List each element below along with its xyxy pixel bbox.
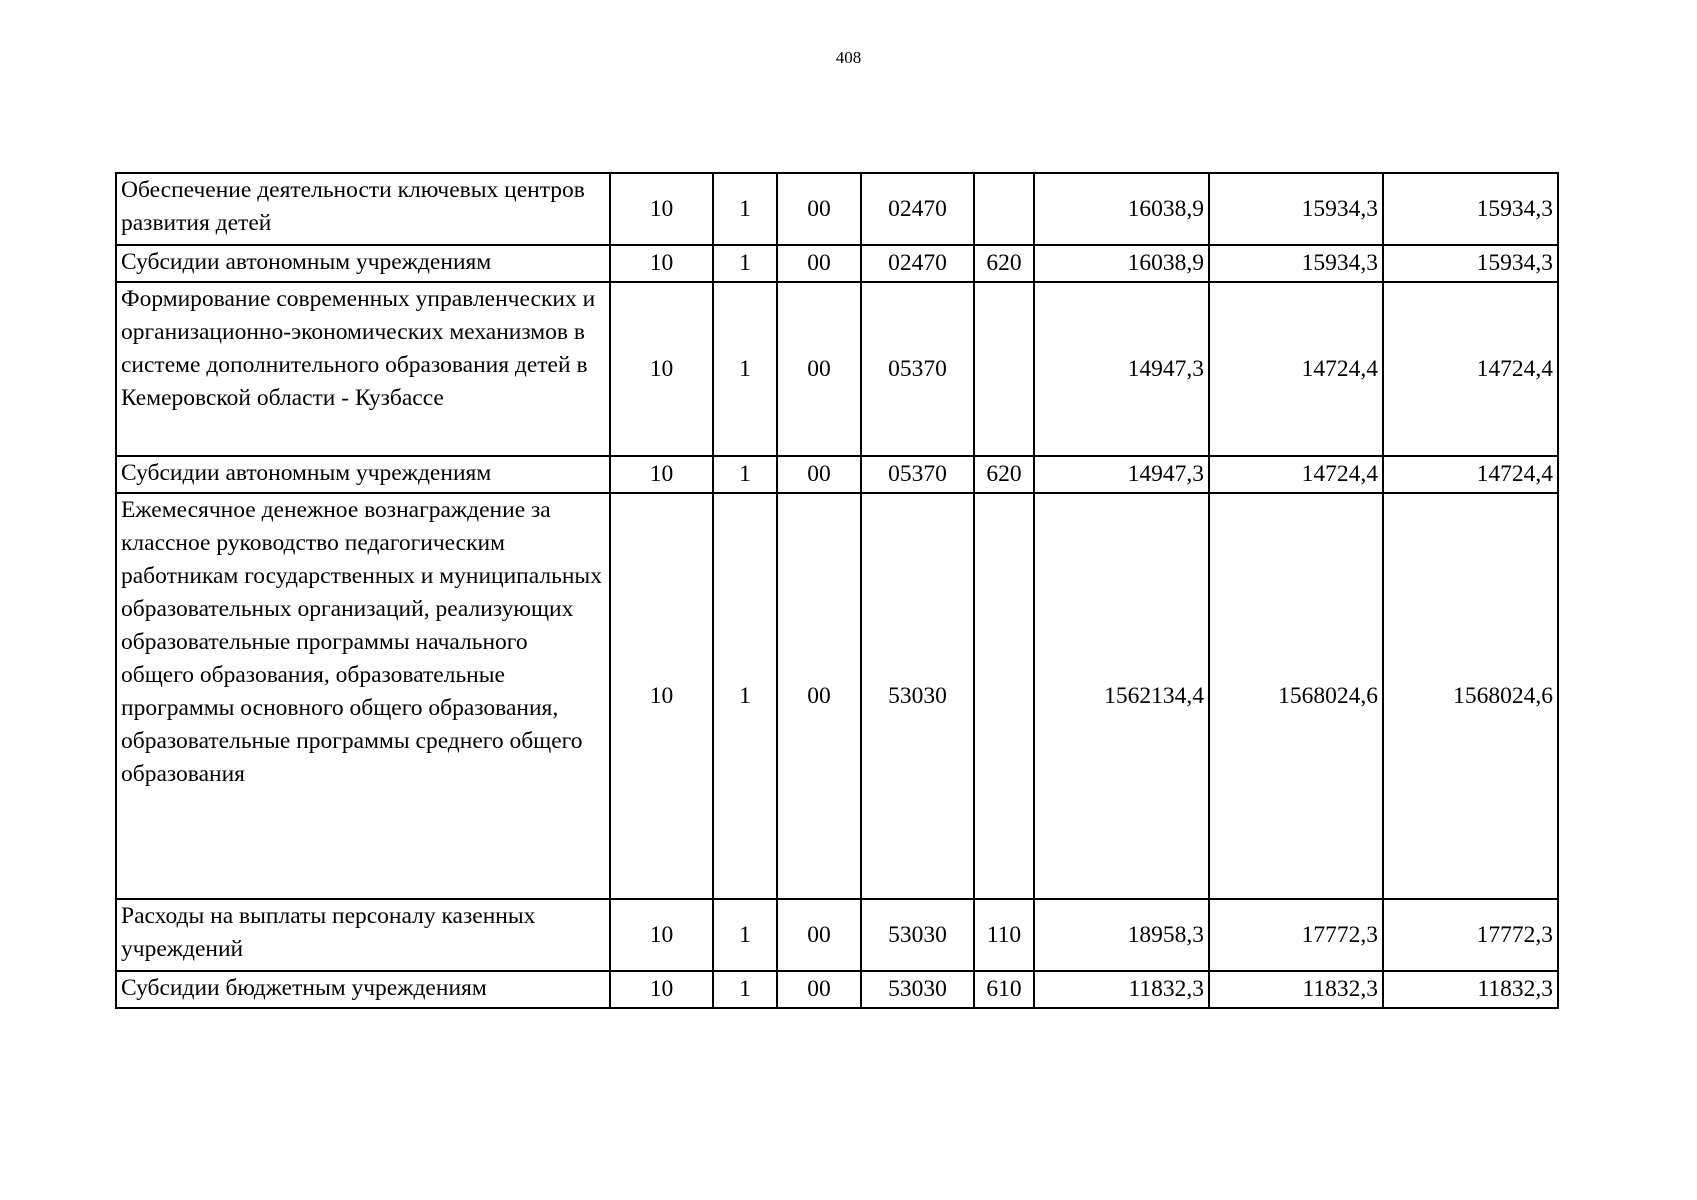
row-program-code: 1: [713, 282, 777, 456]
row-section-code: 10: [610, 245, 713, 282]
row-subprogram-code: 00: [777, 493, 861, 899]
row-value-1: 18958,3: [1034, 899, 1209, 971]
row-section-code: 10: [610, 173, 713, 245]
row-name: Ежемесячное денежное вознаграждение за классное руководство педагогическим работникам государственных и муниципальных образовательных организаций, реализующих образовательные программы начального общего образования, образовательные программы основного общего образования, образовательные программы среднего общего образования: [116, 493, 610, 899]
row-expense-type: [974, 173, 1034, 245]
row-value-2: 14724,4: [1209, 456, 1383, 493]
row-section-code: 10: [610, 971, 713, 1008]
row-value-3: 1568024,6: [1383, 493, 1558, 899]
row-direction-code: 02470: [861, 245, 974, 282]
row-expense-type: 110: [974, 899, 1034, 971]
row-program-code: 1: [713, 173, 777, 245]
row-value-3: 15934,3: [1383, 173, 1558, 245]
row-expense-type: 620: [974, 245, 1034, 282]
row-program-code: 1: [713, 456, 777, 493]
row-section-code: 10: [610, 899, 713, 971]
row-expense-type: [974, 493, 1034, 899]
table-row: [116, 282, 1558, 456]
row-expense-type: 610: [974, 971, 1034, 1008]
row-value-2: 15934,3: [1209, 245, 1383, 282]
row-name: Субсидии автономным учреждениям: [116, 456, 610, 493]
row-expense-type: 620: [974, 456, 1034, 493]
table-row: [116, 899, 1558, 971]
table-row: [116, 245, 1558, 282]
row-value-2: 11832,3: [1209, 971, 1383, 1008]
row-program-code: 1: [713, 971, 777, 1008]
row-value-1: 1562134,4: [1034, 493, 1209, 899]
row-value-2: 14724,4: [1209, 282, 1383, 456]
table-row: [116, 493, 1558, 899]
row-direction-code: 53030: [861, 971, 974, 1008]
row-expense-type: [974, 282, 1034, 456]
row-direction-code: 02470: [861, 173, 974, 245]
row-section-code: 10: [610, 282, 713, 456]
row-subprogram-code: 00: [777, 282, 861, 456]
row-name: Формирование современных управленческих и организационно-экономических механизмов в системе дополнительного образования детей в Кемеровской области - Кузбассе: [116, 282, 610, 456]
row-direction-code: 05370: [861, 282, 974, 456]
row-direction-code: 53030: [861, 899, 974, 971]
row-program-code: 1: [713, 245, 777, 282]
row-value-1: 14947,3: [1034, 456, 1209, 493]
table-row: [116, 173, 1558, 245]
row-value-2: 1568024,6: [1209, 493, 1383, 899]
row-subprogram-code: 00: [777, 971, 861, 1008]
row-value-1: 11832,3: [1034, 971, 1209, 1008]
row-subprogram-code: 00: [777, 456, 861, 493]
row-name: Расходы на выплаты персоналу казенных учреждений: [116, 899, 610, 971]
row-program-code: 1: [713, 899, 777, 971]
row-value-2: 17772,3: [1209, 899, 1383, 971]
row-direction-code: 05370: [861, 456, 974, 493]
row-value-3: 14724,4: [1383, 456, 1558, 493]
row-value-1: 16038,9: [1034, 173, 1209, 245]
row-subprogram-code: 00: [777, 899, 861, 971]
page-number: 408: [835, 48, 862, 67]
row-section-code: 10: [610, 493, 713, 899]
row-name: Субсидии автономным учреждениям: [116, 245, 610, 282]
row-value-1: 14947,3: [1034, 282, 1209, 456]
row-name: Субсидии бюджетным учреждениям: [116, 971, 610, 1008]
row-value-1: 16038,9: [1034, 245, 1209, 282]
row-value-3: 11832,3: [1383, 971, 1558, 1008]
row-subprogram-code: 00: [777, 173, 861, 245]
row-subprogram-code: 00: [777, 245, 861, 282]
row-value-2: 15934,3: [1209, 173, 1383, 245]
table-row: [116, 456, 1558, 493]
budget-table: [115, 172, 1559, 1009]
row-program-code: 1: [713, 493, 777, 899]
row-section-code: 10: [610, 456, 713, 493]
row-name: Обеспечение деятельности ключевых центров развития детей: [116, 173, 610, 245]
row-direction-code: 53030: [861, 493, 974, 899]
row-value-3: 14724,4: [1383, 282, 1558, 456]
row-value-3: 17772,3: [1383, 899, 1558, 971]
row-value-3: 15934,3: [1383, 245, 1558, 282]
table-row: [116, 971, 1558, 1008]
